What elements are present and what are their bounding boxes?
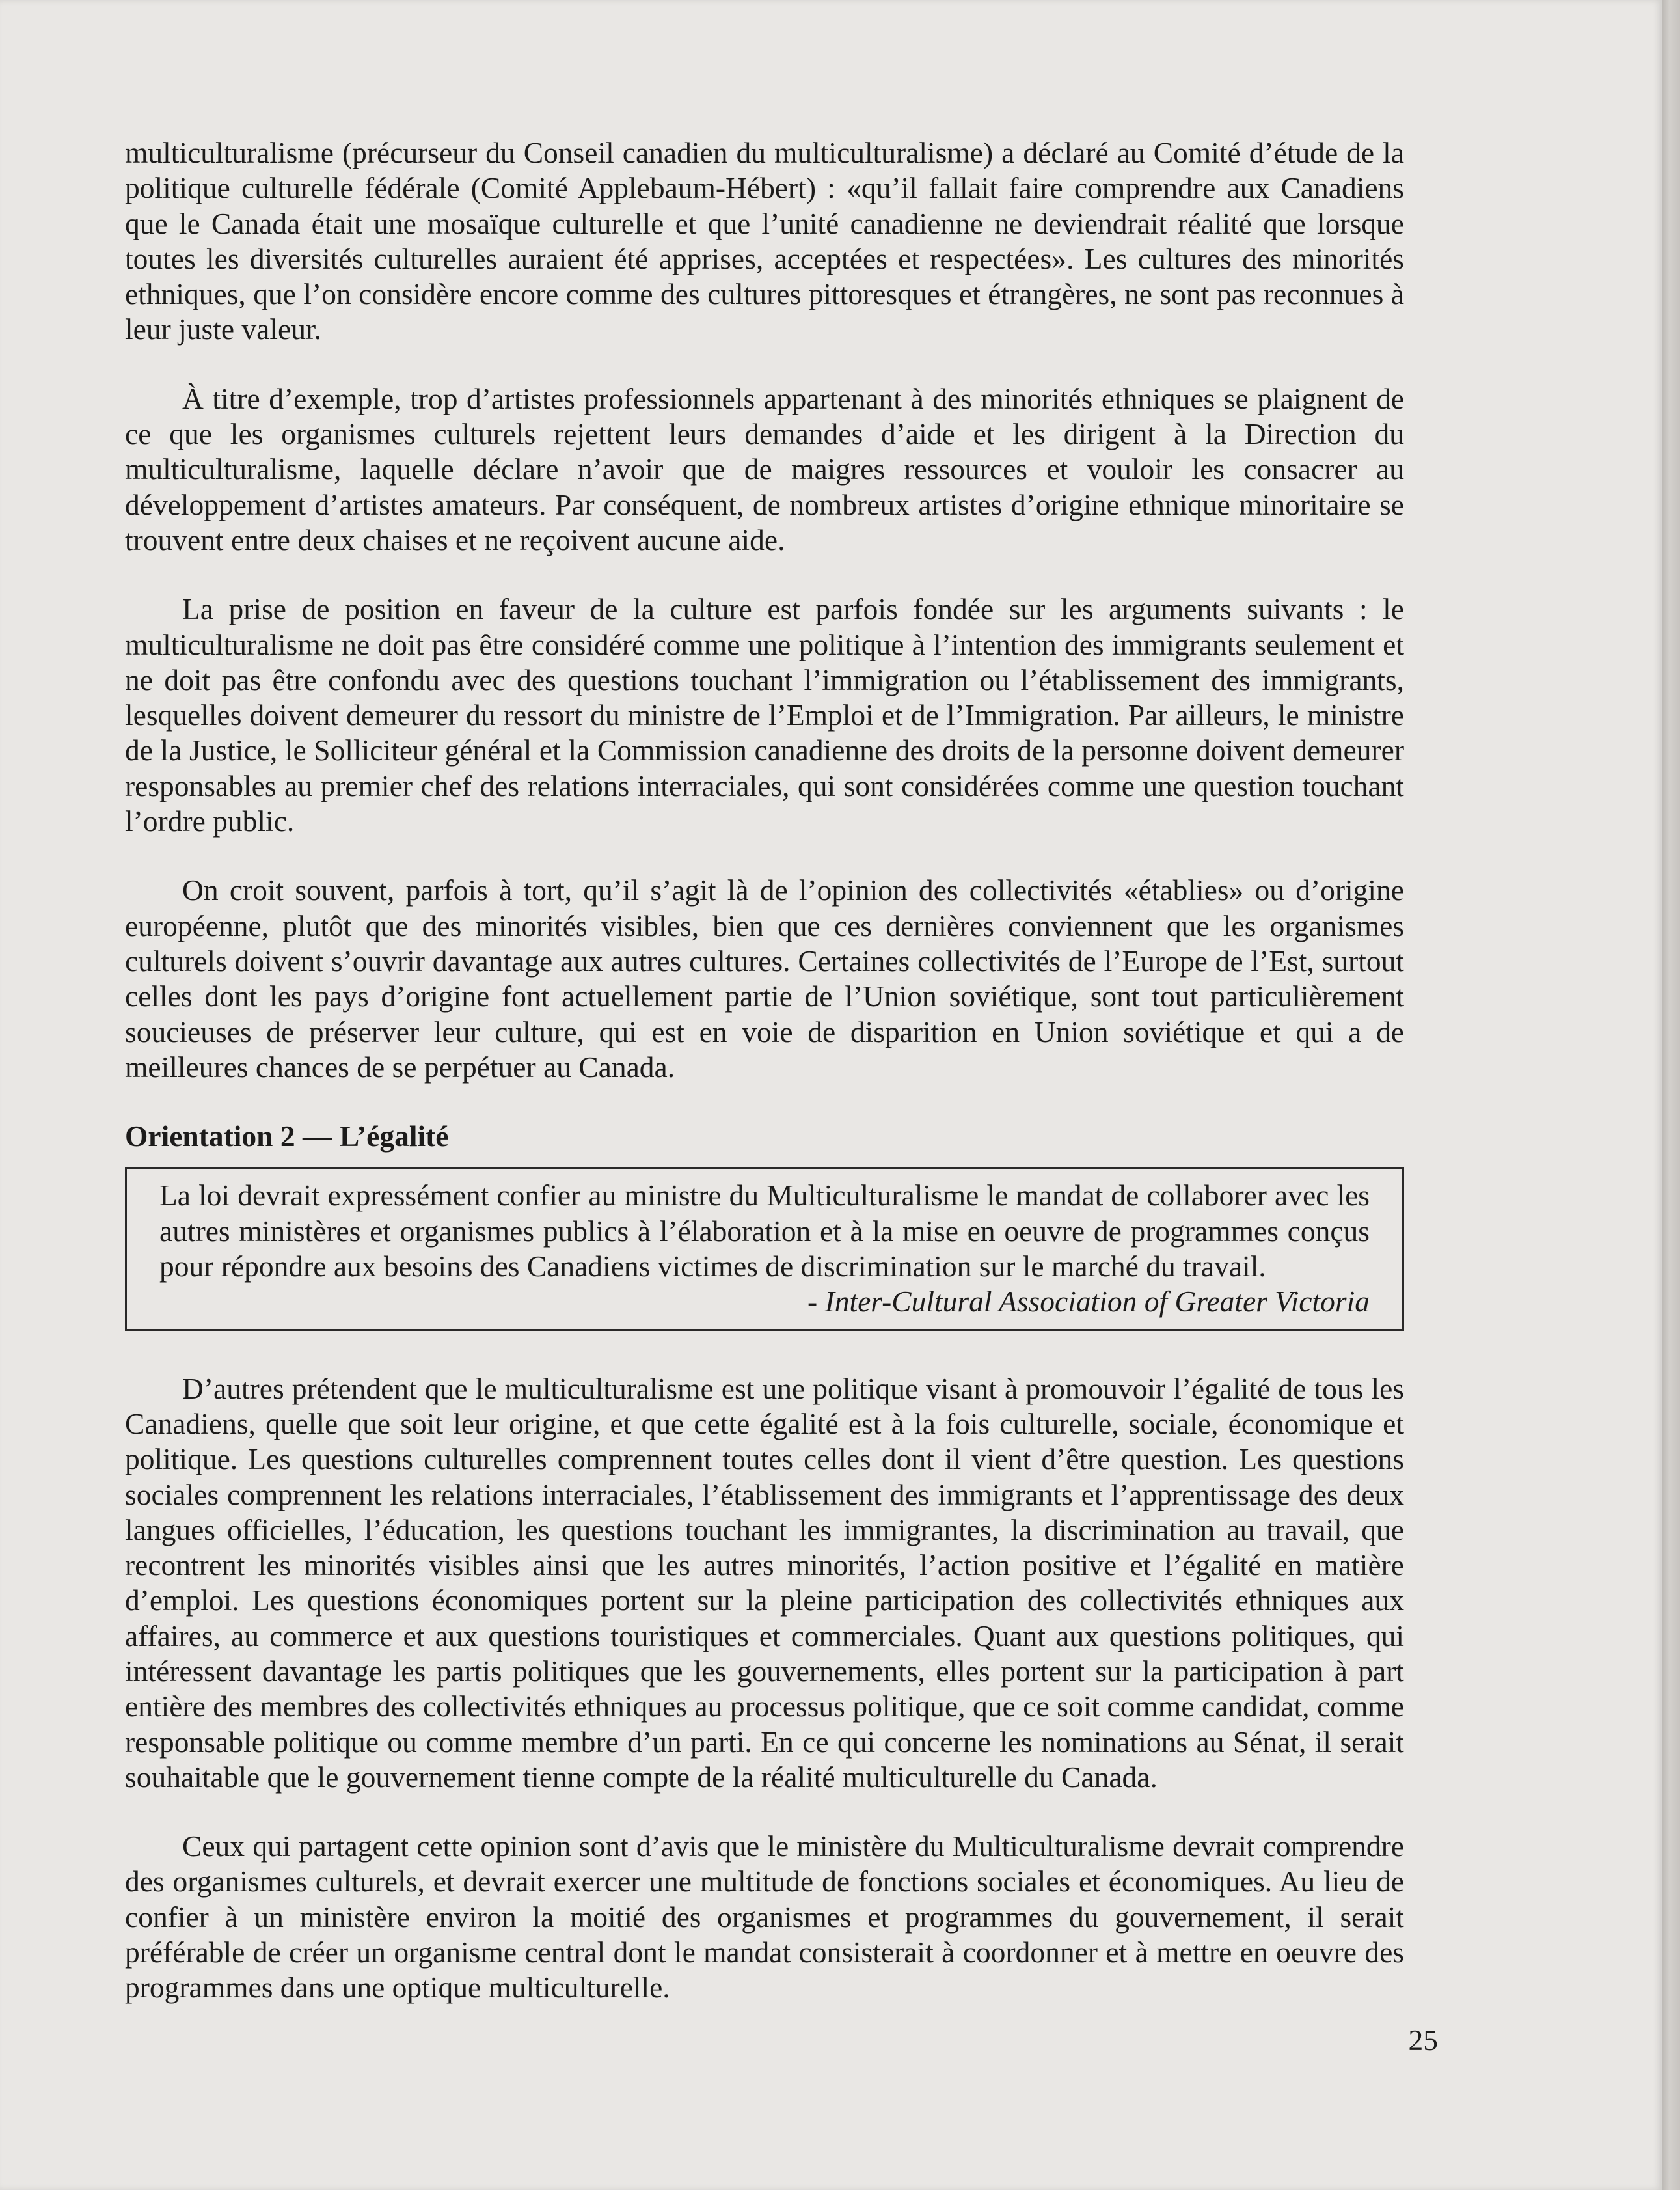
page-body: [125, 135, 1404, 2040]
paragraph-3: La prise de position en faveur de la culture est parfois fondée sur les arguments suivants : le multiculturalisme ne doit pas être considéré comme une politique à l’intention des immigrants seulement et ne doit pas être confondu avec des questions touchant l’immigration ou l’établissement des immigrants, lesquelles doivent demeurer du ressort du ministre de l’Emploi et de l’Immigration. Par ailleurs, le ministre de la Justice, le Solliciteur général et la Commission canadienne des droits de la personne doivent demeurer responsables au premier chef des relations interraciales, qui sont considérées comme une question touchant l’ordre public.: [125, 592, 1404, 838]
paragraph-5: D’autres prétendent que le multiculturalisme est une politique visant à promouvoir l’égalité de tous les Canadiens, quelle que soit leur origine, et que cette égalité est à la fois culturelle, sociale, économique et politique. Les questions culturelles comprennent toutes celles dont il vient d’être question. Les questions sociales comprennent les relations interraciales, l’établissement des immigrants et l’apprentissage des deux langues officielles, l’éducation, les questions touchant les immigrantes, la discrimination au travail, que recontrent les minorités visibles ainsi que les autres minorités, l’action positive et l’égalité en matière d’emploi. Les questions économiques portent sur la pleine participation des collectivités ethniques aux affaires, au commerce et aux questions touristiques et commerciales. Quant aux questions politiques, qui intéressent davantage les partis politiques que les gouvernements, elles portent sur la participation à part entière des membres des collectivités ethniques au processus politique, que ce soit comme candidat, comme responsable politique ou comme membre d’un parti. En ce qui concerne les nominations au Sénat, il serait souhaitable que le gouvernement tienne compte de la réalité multiculturelle du Canada.: [125, 1371, 1404, 1794]
paragraph-4: On croit souvent, parfois à tort, qu’il s’agit là de l’opinion des collectivités «établies» ou d’origine européenne, plutôt que des minorités visibles, bien que ces dernières conviennent que les organismes culturels doivent s’ouvrir davantage aux autres cultures. Certaines collectivités de l’Europe de l’Est, surtout celles dont les pays d’origine font actuellement partie de l’Union soviétique, sont tout particulièrement soucieuses de préserver leur culture, qui est en voie de disparition en Union soviétique et qui a de meilleures chances de se perpétuer au Canada.: [125, 873, 1404, 1084]
section-heading: Orientation 2 — L’égalité: [125, 1119, 449, 1153]
paragraph-6: Ceux qui partagent cette opinion sont d’avis que le ministère du Multiculturalisme devrait comprendre des organismes culturels, et devrait exercer une multitude de fonctions sociales et économiques. Au lieu de confier à un ministère environ la moitié des organismes et programmes du gouvernement, il serait préférable de créer un organisme central dont le mandat consisterait à coordonner et à mettre en oeuvre des programmes dans une optique multiculturelle.: [125, 1829, 1404, 2005]
quote-box: [125, 1167, 1404, 1330]
page-number: 25: [1408, 2023, 1438, 2057]
paragraph-2: À titre d’exemple, trop d’artistes professionnels appartenant à des minorités ethniques se plaignent de ce que les organismes culturels rejettent leurs demandes d’aide et les dirigent à la Direction du multiculturalisme, laquelle déclare n’avoir que de maigres ressources et vouloir les consacrer au développement d’artistes amateurs. Par conséquent, de nombreux artistes d’origine ethnique minoritaire se trouvent entre deux chaises et ne reçoivent aucune aide.: [125, 381, 1404, 556]
quote-text: La loi devrait expressément confier au ministre du Multiculturalisme le mandat de collaborer avec les autres ministères et organismes publics à l’élaboration et à la mise en oeuvre de programmes conçus pour répondre aux besoins des Canadiens victimes de discrimination sur le marché du travail.: [159, 1179, 1370, 1283]
quote-attribution: - Inter-Cultural Association of Greater Victoria: [807, 1285, 1370, 1319]
paragraph-1: multiculturalisme (précurseur du Conseil canadien du multiculturalisme) a déclaré au Comité d’étude de la politique culturelle fédérale (Comité Applebaum-Hébert) : «qu’il fallait faire comprendre aux Canadiens que le Canada était une mosaïque culturelle et que l’unité canadienne ne deviendrait réalité que lorsque toutes les diversités culturelles auraient été apprises, acceptées et respectées». Les cultures des minorités ethniques, que l’on considère encore comme des cultures pittoresques et étrangères, ne sont pas reconnues à leur juste valeur.: [125, 136, 1404, 346]
page-edge-shadow: [1662, 0, 1680, 2190]
